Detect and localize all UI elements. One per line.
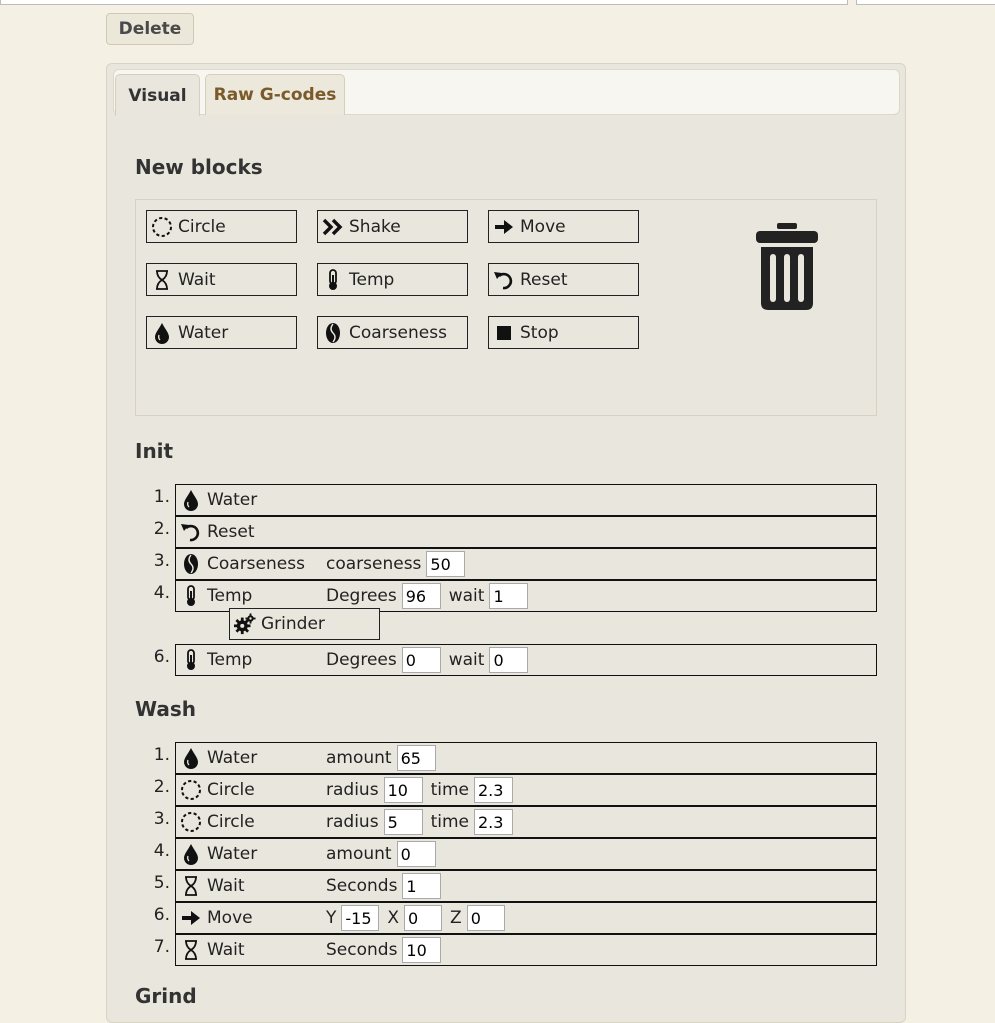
reset-arrow-icon bbox=[180, 521, 202, 543]
step-label: Move bbox=[207, 908, 253, 928]
param-label-seconds: Seconds bbox=[326, 940, 398, 960]
new-blocks-heading: New blocks bbox=[135, 155, 263, 179]
arrow-right-icon bbox=[493, 216, 515, 238]
grinder-block-dragging[interactable] bbox=[229, 608, 380, 640]
step-params bbox=[326, 551, 473, 577]
param-input-wait[interactable] bbox=[489, 647, 528, 673]
step-row-water[interactable] bbox=[175, 742, 877, 774]
step-label: Coarseness bbox=[207, 554, 305, 574]
step-row-water[interactable] bbox=[175, 838, 877, 870]
new-block-circle[interactable] bbox=[146, 210, 297, 243]
param-input-x[interactable] bbox=[404, 905, 442, 931]
step-label: Circle bbox=[207, 780, 255, 800]
step-number: 6. bbox=[153, 905, 170, 925]
new-block-temp[interactable] bbox=[317, 263, 468, 296]
new-block-shake[interactable] bbox=[317, 210, 468, 243]
param-label-amount: amount bbox=[326, 748, 392, 768]
new-block-label: Temp bbox=[349, 269, 395, 290]
circle-dashed-icon bbox=[180, 779, 202, 801]
param-label-seconds: Seconds bbox=[326, 876, 398, 896]
param-input-degrees[interactable] bbox=[402, 647, 441, 673]
step-number: 4. bbox=[153, 841, 170, 861]
delete-button[interactable]: Delete bbox=[106, 13, 194, 45]
param-input-amount[interactable] bbox=[397, 745, 436, 771]
circle-dashed-icon bbox=[180, 811, 202, 833]
step-row-coarseness[interactable] bbox=[175, 548, 877, 580]
param-input-radius[interactable] bbox=[384, 809, 423, 835]
coffee-bean-icon bbox=[180, 553, 202, 575]
step-params bbox=[326, 647, 536, 673]
step-params bbox=[326, 873, 449, 899]
step-row-wait[interactable] bbox=[175, 934, 877, 966]
step-label: Wait bbox=[207, 876, 245, 896]
param-label-wait: wait bbox=[448, 650, 485, 670]
param-label-amount: amount bbox=[326, 844, 392, 864]
reset-arrow-icon bbox=[493, 269, 515, 291]
step-row-reset[interactable] bbox=[175, 516, 877, 548]
trash-icon[interactable] bbox=[755, 223, 819, 311]
step-row-water[interactable] bbox=[175, 484, 877, 516]
step-label: Temp bbox=[207, 586, 253, 606]
param-input-degrees[interactable] bbox=[402, 583, 441, 609]
param-input-wait[interactable] bbox=[489, 583, 528, 609]
step-number: 7. bbox=[153, 937, 170, 957]
param-input-z[interactable] bbox=[467, 905, 505, 931]
new-block-wait[interactable] bbox=[146, 263, 297, 296]
water-drop-icon bbox=[180, 489, 202, 511]
thermometer-icon bbox=[180, 649, 202, 671]
new-block-label: Circle bbox=[178, 216, 226, 237]
step-number: 3. bbox=[153, 809, 170, 829]
step-label: Temp bbox=[207, 650, 253, 670]
param-label-y: Y bbox=[326, 908, 337, 928]
new-block-label: Move bbox=[520, 216, 566, 237]
gears-icon bbox=[234, 613, 256, 635]
new-block-reset[interactable] bbox=[488, 263, 639, 296]
param-label-z: Z bbox=[450, 908, 462, 928]
step-params bbox=[326, 905, 513, 931]
init-heading: Init bbox=[135, 439, 174, 463]
thermometer-icon bbox=[322, 269, 344, 291]
step-number: 2. bbox=[153, 777, 170, 797]
step-label: Reset bbox=[207, 522, 255, 542]
param-label-time: time bbox=[430, 780, 469, 800]
step-row-move[interactable] bbox=[175, 902, 877, 934]
new-block-label: Wait bbox=[178, 269, 216, 290]
param-label-radius: radius bbox=[326, 812, 379, 832]
hourglass-icon bbox=[151, 269, 173, 291]
thermometer-icon bbox=[180, 585, 202, 607]
arrow-right-icon bbox=[180, 907, 202, 929]
water-drop-icon bbox=[180, 843, 202, 865]
water-drop-icon bbox=[151, 322, 173, 344]
step-row-wait[interactable] bbox=[175, 870, 877, 902]
step-label: Water bbox=[207, 748, 258, 768]
water-drop-icon bbox=[180, 747, 202, 769]
param-input-radius[interactable] bbox=[384, 777, 423, 803]
step-number: 1. bbox=[153, 745, 170, 765]
wash-heading: Wash bbox=[135, 697, 196, 721]
top-input-left[interactable] bbox=[0, 0, 848, 5]
param-label-degrees: Degrees bbox=[326, 650, 397, 670]
step-number: 6. bbox=[153, 647, 170, 667]
param-label-degrees: Degrees bbox=[326, 586, 397, 606]
step-row-circle[interactable] bbox=[175, 806, 877, 838]
step-row-temp[interactable] bbox=[175, 644, 877, 676]
step-params bbox=[326, 777, 521, 803]
step-number: 1. bbox=[153, 487, 170, 507]
grind-heading: Grind bbox=[135, 984, 197, 1008]
step-row-circle[interactable] bbox=[175, 774, 877, 806]
param-label-radius: radius bbox=[326, 780, 379, 800]
step-params bbox=[326, 745, 444, 771]
step-params bbox=[326, 841, 444, 867]
step-label: Wait bbox=[207, 940, 245, 960]
step-label: Water bbox=[207, 844, 258, 864]
param-label-coarseness: coarseness bbox=[326, 554, 422, 574]
step-number: 4. bbox=[153, 583, 170, 603]
circle-dashed-icon bbox=[151, 216, 173, 238]
param-label-wait: wait bbox=[448, 586, 485, 606]
step-label: Circle bbox=[207, 812, 255, 832]
grinder-label: Grinder bbox=[261, 614, 325, 634]
new-block-water[interactable] bbox=[146, 316, 297, 349]
new-block-stop[interactable] bbox=[488, 316, 639, 349]
top-select-right[interactable] bbox=[856, 0, 995, 5]
param-input-amount[interactable] bbox=[397, 841, 436, 867]
param-input-seconds[interactable] bbox=[402, 937, 441, 963]
hourglass-icon bbox=[180, 939, 202, 961]
step-params bbox=[326, 583, 536, 609]
param-input-coarseness[interactable] bbox=[426, 551, 465, 577]
new-block-label: Shake bbox=[349, 216, 401, 237]
step-params bbox=[326, 937, 449, 963]
new-block-coarseness[interactable] bbox=[317, 316, 468, 349]
step-params bbox=[326, 809, 521, 835]
coffee-bean-icon bbox=[322, 322, 344, 344]
param-label-x: X bbox=[387, 908, 400, 928]
new-block-move[interactable] bbox=[488, 210, 639, 243]
stop-square-icon bbox=[493, 322, 515, 344]
step-label: Water bbox=[207, 490, 258, 510]
param-input-seconds[interactable] bbox=[402, 873, 441, 899]
param-input-time[interactable] bbox=[474, 777, 513, 803]
new-block-label: Coarseness bbox=[349, 322, 447, 343]
param-input-time[interactable] bbox=[474, 809, 513, 835]
new-block-label: Water bbox=[178, 322, 229, 343]
param-label-time: time bbox=[430, 812, 469, 832]
param-input-y[interactable] bbox=[341, 905, 379, 931]
step-number: 3. bbox=[153, 551, 170, 571]
step-number: 2. bbox=[153, 519, 170, 539]
new-block-label: Stop bbox=[520, 322, 559, 343]
double-chevron-icon bbox=[322, 216, 344, 238]
hourglass-icon bbox=[180, 875, 202, 897]
new-block-label: Reset bbox=[520, 269, 568, 290]
tab-raw-gcodes[interactable]: Raw G-codes bbox=[205, 74, 345, 115]
step-number: 5. bbox=[153, 873, 170, 893]
tab-visual[interactable]: Visual bbox=[115, 74, 200, 116]
